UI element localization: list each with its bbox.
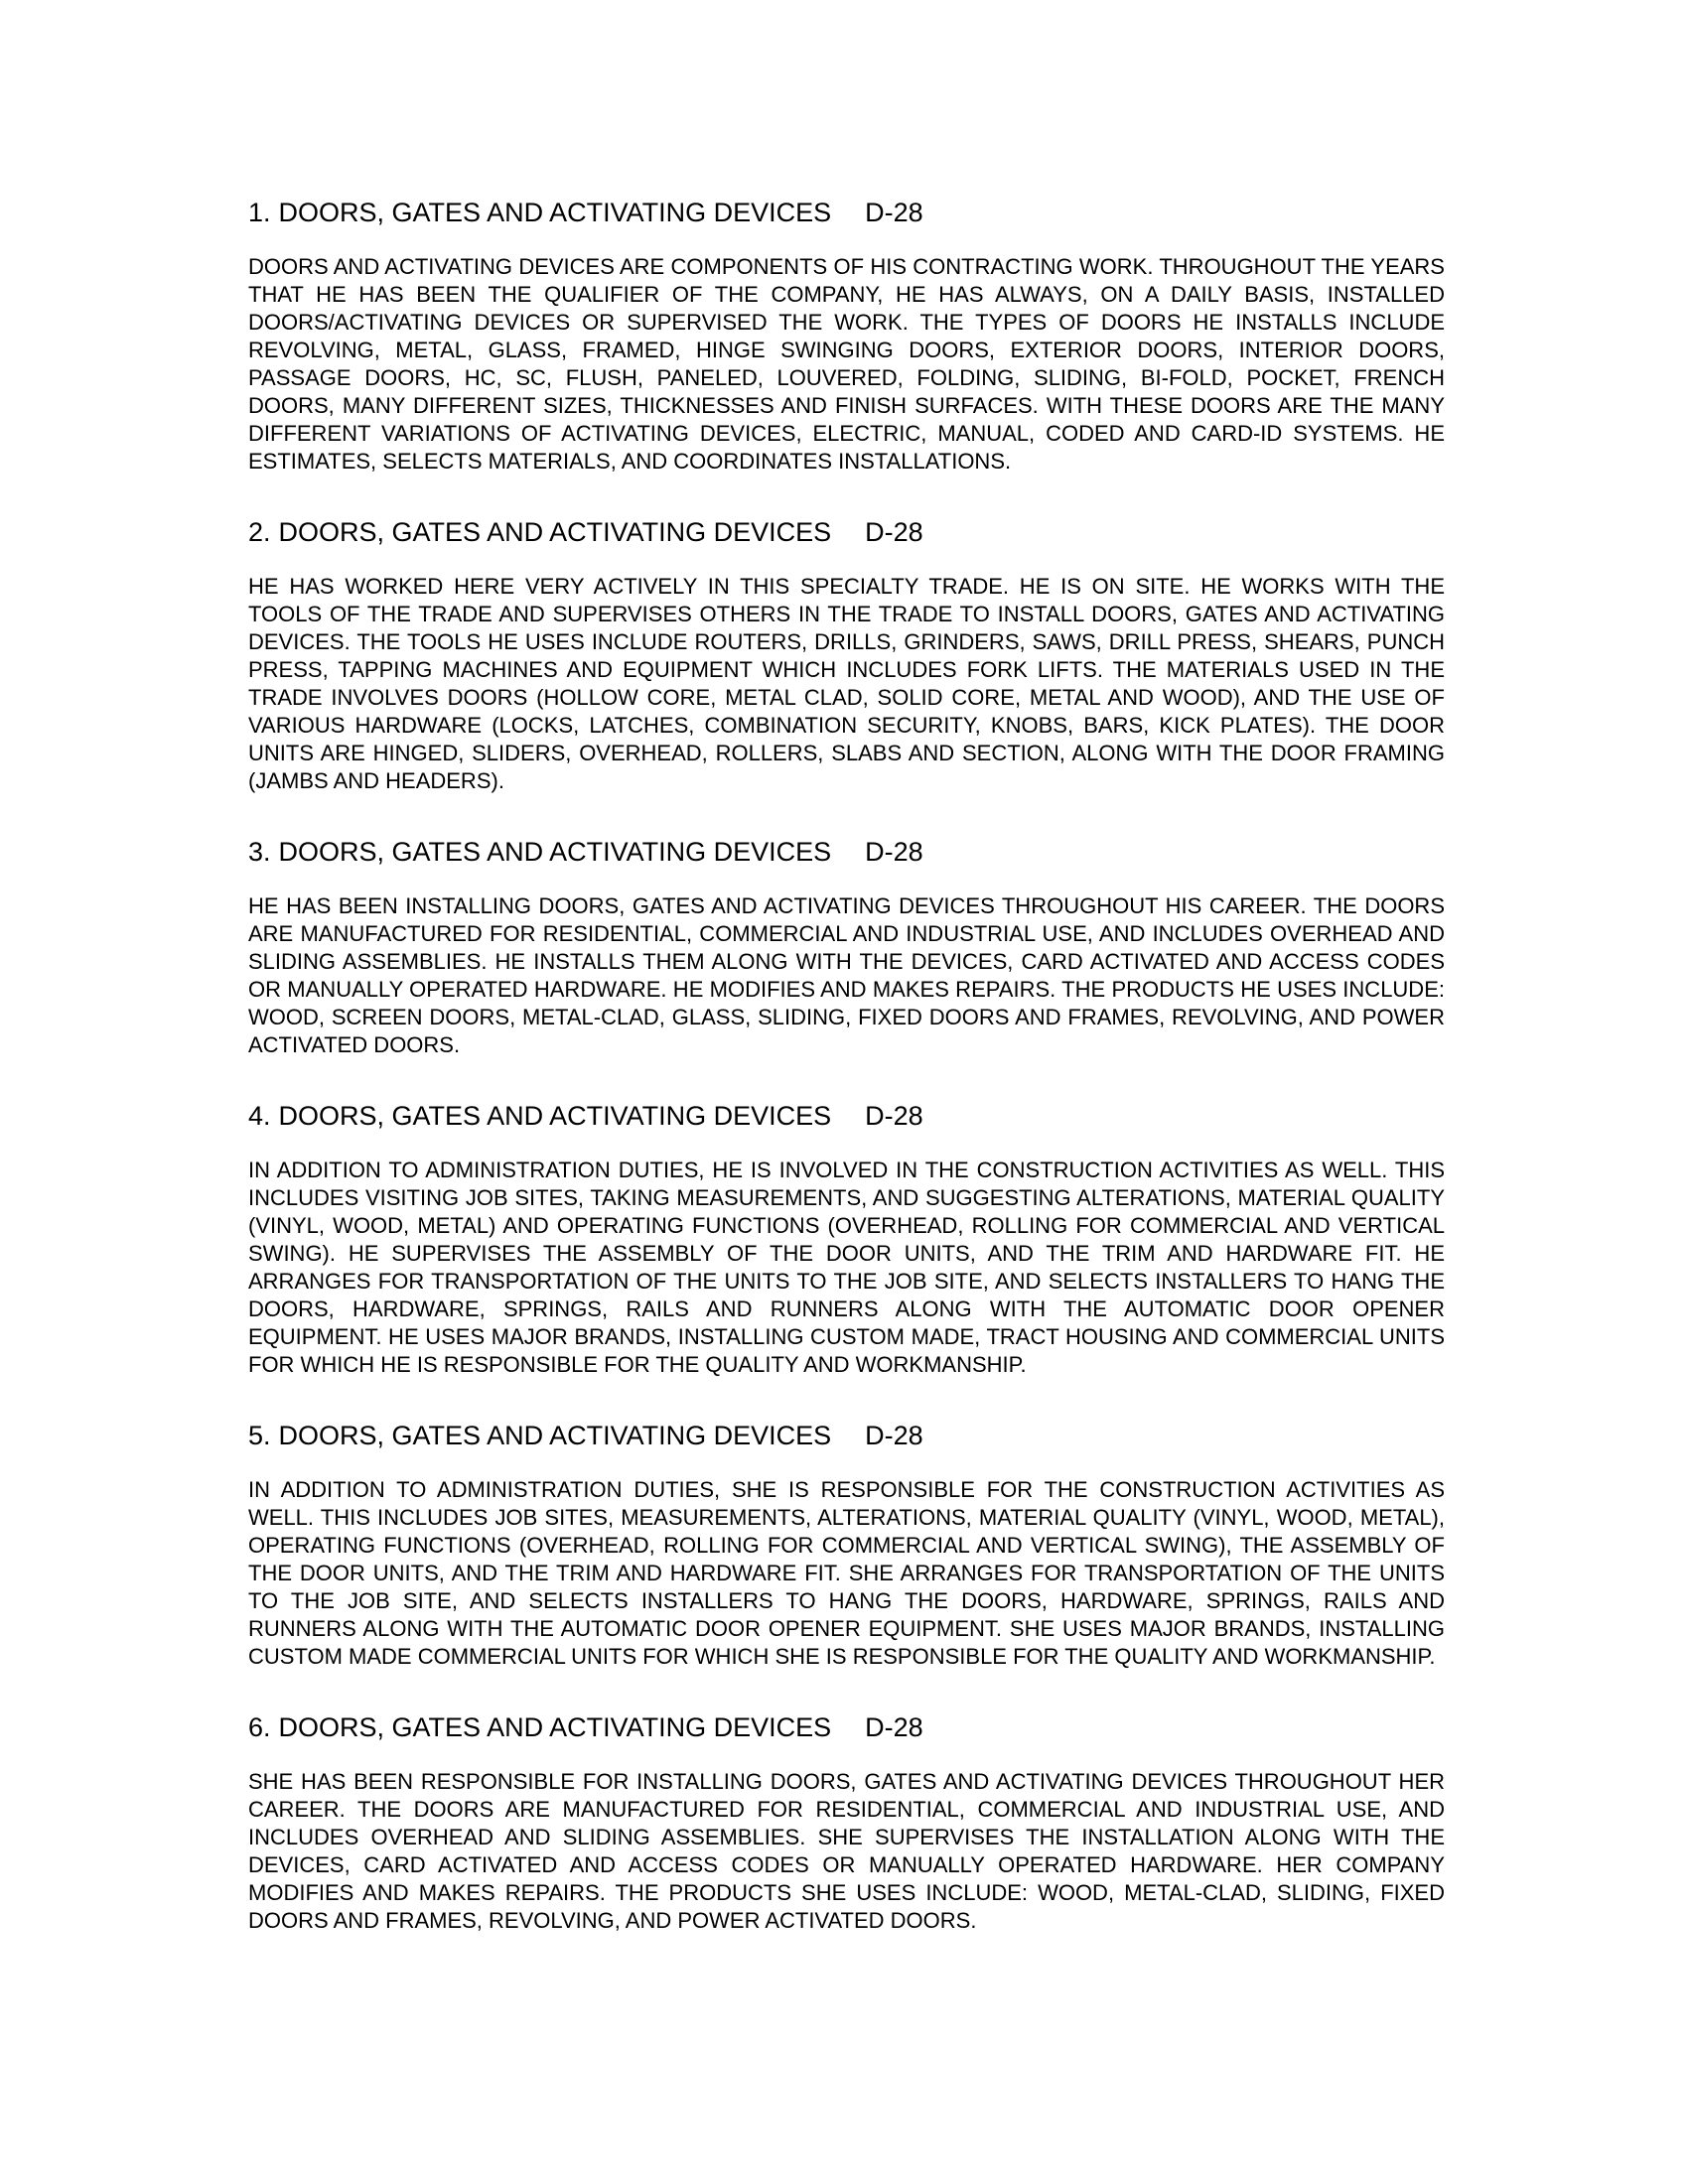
section-title: DOORS, GATES AND ACTIVATING DEVICES (278, 198, 832, 227)
section-paragraph: IN ADDITION TO ADMINISTRATION DUTIES, SHE IS RESPONSIBLE FOR THE CONSTRUCTION ACTIVITIES AS WELL. THIS INCLUDES JOB SITES, MEASUREMENTS, ALTERATIONS, MATERIAL QUALITY (VINYL, WOOD, METAL), OPERATING FUNCTIONS (OVERHEAD, ROLLING FOR COMMERCIAL AND VERTICAL SWING), THE ASSEMBLY OF THE DOOR UNITS, AND THE TRIM AND HARDWARE FIT. SHE ARRANGES FOR TRANSPORTATION OF THE UNITS TO THE JOB SITE, AND SELECTS INSTALLERS TO HANG THE DOORS, HARDWARE, SPRINGS, RAILS AND RUNNERS ALONG WITH THE AUTOMATIC DOOR OPENER EQUIPMENT. SHE USES MAJOR BRANDS, INSTALLING CUSTOM MADE COMMERCIAL UNITS FOR WHICH SHE IS RESPONSIBLE FOR THE QUALITY AND WORKMANSHIP. (248, 1477, 1445, 1669)
section-code: D-28 (865, 1421, 923, 1450)
section-4 (248, 1099, 1445, 1379)
section-title: DOORS, GATES AND ACTIVATING DEVICES (278, 837, 832, 867)
section-code: D-28 (865, 1101, 923, 1131)
section-code: D-28 (865, 837, 923, 867)
section-heading (248, 196, 1445, 229)
section-number: 6. (248, 1712, 271, 1742)
section-5 (248, 1419, 1445, 1671)
section-paragraph: IN ADDITION TO ADMINISTRATION DUTIES, HE IS INVOLVED IN THE CONSTRUCTION ACTIVITIES AS WELL. THIS INCLUDES VISITING JOB SITES, TAKING MEASUREMENTS, AND SUGGESTING ALTERATIONS, MATERIAL QUALITY (VINYL, WOOD, METAL) AND OPERATING FUNCTIONS (OVERHEAD, ROLLING FOR COMMERCIAL AND VERTICAL SWING). HE SUPERVISES THE ASSEMBLY OF THE DOOR UNITS, AND THE TRIM AND HARDWARE FIT. HE ARRANGES FOR TRANSPORTATION OF THE UNITS TO THE JOB SITE, AND SELECTS INSTALLERS TO HANG THE DOORS, HARDWARE, SPRINGS, RAILS AND RUNNERS ALONG WITH THE AUTOMATIC DOOR OPENER EQUIPMENT. HE USES MAJOR BRANDS, INSTALLING CUSTOM MADE, TRACT HOUSING AND COMMERCIAL UNITS FOR WHICH HE IS RESPONSIBLE FOR THE QUALITY AND WORKMANSHIP. (248, 1158, 1445, 1377)
section-number: 3. (248, 837, 271, 867)
section-heading (248, 1419, 1445, 1452)
section-paragraph: HE HAS BEEN INSTALLING DOORS, GATES AND ACTIVATING DEVICES THROUGHOUT HIS CAREER. THE DOORS ARE MANUFACTURED FOR RESIDENTIAL, COMMERCIAL AND INDUSTRIAL USE, AND INCLUDES OVERHEAD AND SLIDING ASSEMBLIES. HE INSTALLS THEM ALONG WITH THE DEVICES, CARD ACTIVATED AND ACCESS CODES OR MANUALLY OPERATED HARDWARE. HE MODIFIES AND MAKES REPAIRS. THE PRODUCTS HE USES INCLUDE: WOOD, SCREEN DOORS, METAL-CLAD, GLASS, SLIDING, FIXED DOORS AND FRAMES, REVOLVING, AND POWER ACTIVATED DOORS. (248, 893, 1445, 1057)
document-content (248, 0, 1445, 1935)
section-paragraph: SHE HAS BEEN RESPONSIBLE FOR INSTALLING DOORS, GATES AND ACTIVATING DEVICES THROUGHOUT HER CAREER. THE DOORS ARE MANUFACTURED FOR RESIDENTIAL, COMMERCIAL AND INDUSTRIAL USE, AND INCLUDES OVERHEAD AND SLIDING ASSEMBLIES. SHE SUPERVISES THE INSTALLATION ALONG WITH THE DEVICES, CARD ACTIVATED AND ACCESS CODES OR MANUALLY OPERATED HARDWARE. HER COMPANY MODIFIES AND MAKES REPAIRS. THE PRODUCTS SHE USES INCLUDE: WOOD, METAL-CLAD, SLIDING, FIXED DOORS AND FRAMES, REVOLVING, AND POWER ACTIVATED DOORS. (248, 1769, 1445, 1933)
section-paragraph: HE HAS WORKED HERE VERY ACTIVELY IN THIS SPECIALTY TRADE. HE IS ON SITE. HE WORKS WITH THE TOOLS OF THE TRADE AND SUPERVISES OTHERS IN THE TRADE TO INSTALL DOORS, GATES AND ACTIVATING DEVICES. THE TOOLS HE USES INCLUDE ROUTERS, DRILLS, GRINDERS, SAWS, DRILL PRESS, SHEARS, PUNCH PRESS, TAPPING MACHINES AND EQUIPMENT WHICH INCLUDES FORK LIFTS. THE MATERIALS USED IN THE TRADE INVOLVES DOORS (HOLLOW CORE, METAL CLAD, SOLID CORE, METAL AND WOOD), AND THE USE OF VARIOUS HARDWARE (LOCKS, LATCHES, COMBINATION SECURITY, KNOBS, BARS, KICK PLATES). THE DOOR UNITS ARE HINGED, SLIDERS, OVERHEAD, ROLLERS, SLABS AND SECTION, ALONG WITH THE DOOR FRAMING (JAMBS AND HEADERS). (248, 574, 1445, 793)
section-code: D-28 (865, 1712, 923, 1742)
section-number: 4. (248, 1101, 271, 1131)
section-code: D-28 (865, 517, 923, 547)
section-title: DOORS, GATES AND ACTIVATING DEVICES (278, 517, 832, 547)
section-heading (248, 1099, 1445, 1133)
section-heading (248, 515, 1445, 549)
section-number: 5. (248, 1421, 271, 1450)
section-heading (248, 835, 1445, 869)
section-code: D-28 (865, 198, 923, 227)
section-heading (248, 1710, 1445, 1744)
section-1 (248, 196, 1445, 476)
section-title: DOORS, GATES AND ACTIVATING DEVICES (278, 1101, 832, 1131)
section-title: DOORS, GATES AND ACTIVATING DEVICES (278, 1421, 832, 1450)
section-number: 2. (248, 517, 271, 547)
section-number: 1. (248, 198, 271, 227)
section-title: DOORS, GATES AND ACTIVATING DEVICES (278, 1712, 832, 1742)
section-paragraph: DOORS AND ACTIVATING DEVICES ARE COMPONENTS OF HIS CONTRACTING WORK. THROUGHOUT THE YEARS THAT HE HAS BEEN THE QUALIFIER OF THE COMPANY, HE HAS ALWAYS, ON A DAILY BASIS, INSTALLED DOORS/ACTIVATING DEVICES OR SUPERVISED THE WORK. THE TYPES OF DOORS HE INSTALLS INCLUDE REVOLVING, METAL, GLASS, FRAMED, HINGE SWINGING DOORS, EXTERIOR DOORS, INTERIOR DOORS, PASSAGE DOORS, HC, SC, FLUSH, PANELED, LOUVERED, FOLDING, SLIDING, BI-FOLD, POCKET, FRENCH DOORS, MANY DIFFERENT SIZES, THICKNESSES AND FINISH SURFACES. WITH THESE DOORS ARE THE MANY DIFFERENT VARIATIONS OF ACTIVATING DEVICES, ELECTRIC, MANUAL, CODED AND CARD-ID SYSTEMS. HE ESTIMATES, SELECTS MATERIALS, AND COORDINATES INSTALLATIONS. (248, 254, 1445, 474)
section-3 (248, 835, 1445, 1059)
section-2 (248, 515, 1445, 795)
section-6 (248, 1710, 1445, 1935)
